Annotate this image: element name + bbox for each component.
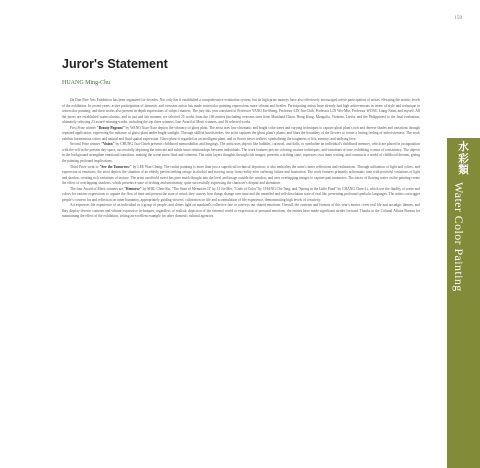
- paragraph-third-prize: Third Prize went to "See the Tomorrow" by LEE Wan Chang. The realist painting is more than just a superficial technical depiction; it also embodies the artist's inner reflections and realizations. Through utilization of light and colors, and expression of emotions, the artist depicts the situation of an elderly person seeking refuge in alcohol and moving away from reality after suffering failure and frustration. The work features primarily achromatic tone with powerful variations of light and shadow, creating rich variations of texture. The artist used bold rarest has pure much thought into the level and image outside the window, and uses overlapping images to capture past memories. The traces of flowing water on the painting create the effect of overlapping shadows, which presents a state of drifting and uncertainty, quite successfully expressing the character's despair and alienation.: [62, 164, 420, 186]
- cjk-char: 水: [458, 141, 469, 153]
- statement-body: [62, 98, 420, 220]
- work-title: "Vision": [100, 142, 115, 147]
- work-title: "Beauty Pageant": [96, 125, 125, 130]
- paragraph-conclusion: Art expresses life experience of an individual or a group of people, and shines light on mankind's collective fate or conveys our shared emotions. Overall, the contents and formats of this year's entries cover real life and nostalgic themes, and they display diverse contents and vibrant expressive techniques, regardless of realistic depiction of the external world or expression of personal emotions, the entries have made significant strides forward. Thanks to the Cultural Affairs Bureau for maintaining the effect of the exhibition, setting an excellent example for other domestic cultural agencies.: [62, 203, 420, 219]
- work-title: "Remorse": [124, 186, 142, 191]
- paragraph-second-prize: Second Prize winner "Vision" by CHUNG Tsai-Chieh presents childhood memorabilias and longings. The artist uses objects like bubbles, carousel, and dolls, to symbolize an individual's childhood memory, which are placed in juxtaposition with the self in the present day-space, successfully depicting the intricate and subtle inner relationships between individuals. The work features precise coloring, mature techniques, and variations of tone, exhibiting a sense of consistency. The objects in the background strengthen emotional transition, making the scene more fluid and coherent. The artist layers thoughts through rich images, presents a drifting state, expresses own inner writing, and constructs a world of childhood dreams, giving the painting profound implications.: [62, 142, 420, 164]
- cjk-char: 彩: [458, 152, 469, 165]
- page-title: Juror's Statement: [62, 57, 168, 71]
- cjk-char: 類: [458, 164, 469, 176]
- paragraph-merit-awards: The four Award of Merit winners are "Remorse" by SHIU Chen-Sin, "The State of Memories II" by LI Jia-Mei, "Code of Color" by CHANG Chi-Tang, and "Spring in the Little Pond" by CHANG Chen-Li, which use the fluidity of water and colors for various expressions to capture the flow of time and present the state of mind; they convey how things change over time and the unsettled and self-dissolution state of real life, presenting profound symbolic languages. The artists can trigger people's concern for and reflection on inner humanity, appropriately guiding viewers' cultivation on life and accumulation of life experience, demonstrating high levels of creativity.: [62, 186, 420, 202]
- side-category-band: [447, 138, 480, 468]
- side-category-cjk: [447, 142, 480, 177]
- work-title: "See the Tomorrow": [99, 164, 132, 169]
- paragraph-first-prize: First Prize winner "Beauty Pageant" by WANG Xiao-Xiao depicts the vibrancy of ghost plant. The artist uses low-chromatic and bright color tones and varying techniques to capture ghost plant's rich and diverse shades and variations through repeated application, expressing the radiance of ghost plant under bright sunlight. Through skillful brushstrokes, the artist captures the ghost plant's plants, and blurs the boundary of the flowers to create a lasting feeling of indecisiveness. The work exhibits harmonious colors and natural and fluid spatial expression. Ghost plant is regarded as an intelligent plant, and in flower never withers, symbolizing the toughness of life, eternity, and undying love.: [62, 125, 421, 141]
- side-category-title: Water Color Painting: [452, 182, 466, 292]
- page-number: 159: [454, 16, 462, 21]
- author-name: HUANG Ming-Chu: [62, 80, 111, 86]
- paragraph-intro: Da Dun Fine Arts Exhibition has been organized for decades. Not only has it established a comprehensive evaluation system, but its high prize moneys have also effectively encouraged active participation of artists, elevating the artistic levels of the exhibition. In recent years, active participation of domestic and overseas artists has made watercolor painting expressions more vibrant and livelier. Participating artists have already had high achievements in terms of style and technique in watercolor painting, and their works also present in-depth expressions of subject matters. The jury this year consisted of Professor YANG En-Sheng, Professor LIN Jun-Chih, Professor LIN Wei-Min, Professor WONG Liang-Nean, and myself. All the jurors are established watercolorists, and in just and fair manner, we selected 25 works from the 186 entries (including overseas ones from Mainland China, Hong Kong, Mongolia, Vietnam, Latvia, and the Philippines) to the final evaluation, ultimately selecting 23 award-winning works, including the top three winners, four Award of Merit winners, and 16 selected works.: [62, 98, 420, 125]
